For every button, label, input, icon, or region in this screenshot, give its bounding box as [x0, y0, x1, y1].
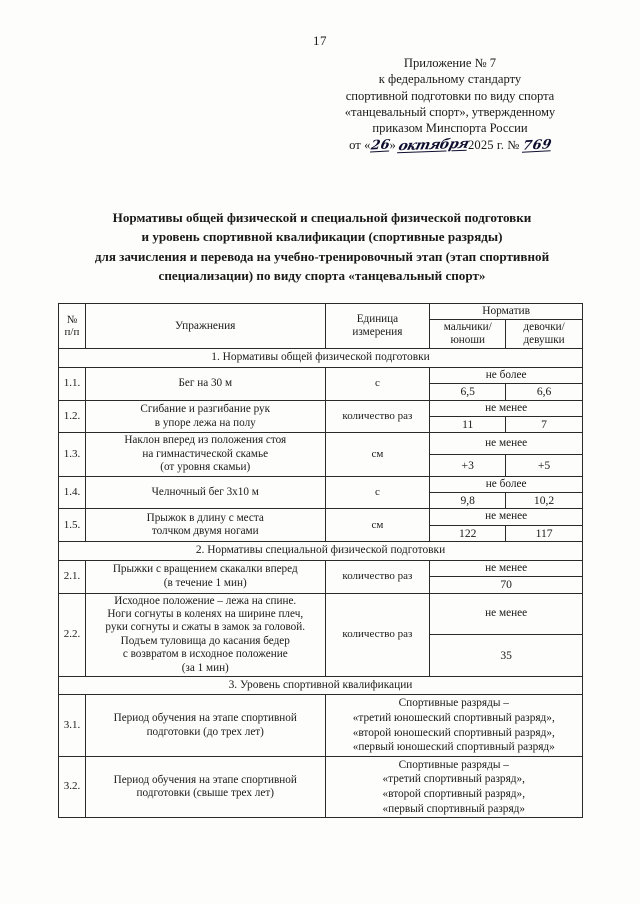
- row-limit: не менее: [430, 509, 583, 525]
- header-number-cell: [59, 304, 86, 349]
- row-value-girls: 6,6: [506, 384, 583, 400]
- row-exercise: [85, 756, 325, 817]
- table-row: [59, 400, 583, 416]
- page-number: 17: [313, 33, 327, 48]
- norms-table: [58, 303, 583, 818]
- row-exercise: [85, 433, 325, 476]
- header-boys-cell: [430, 320, 506, 349]
- appendix-line-3: спортивной подготовки по виду спорта: [345, 88, 555, 103]
- exercise-line: руки согнуты и сжаты в замок за головой.: [105, 621, 306, 634]
- row-value-girls: 10,2: [506, 493, 583, 509]
- header-exercise-cell: Упражнения: [85, 304, 325, 349]
- header-unit-line-2: измерения: [352, 326, 403, 339]
- table-row: [59, 756, 583, 817]
- order-prefix: от «: [349, 138, 371, 153]
- rank-line: «третий юношеский спортивный разряд»,: [352, 711, 555, 724]
- row-value-boys: +3: [430, 455, 506, 477]
- row-unit: см: [325, 433, 430, 476]
- row-exercise: [85, 593, 325, 676]
- header-norm-cell: Норматив: [430, 304, 583, 320]
- exercise-line: (от уровня скамьи): [160, 461, 251, 474]
- exercise-line: Период обучения на этапе спортивной: [113, 773, 297, 786]
- table-row: [59, 476, 583, 492]
- row-exercise: [85, 509, 325, 542]
- row-limit: не более: [430, 367, 583, 383]
- row-number: 1.4.: [59, 476, 86, 509]
- exercise-line: подготовки (до трех лет): [146, 725, 264, 738]
- row-exercise: [85, 400, 325, 433]
- exercise-line: в упоре лежа на полу: [154, 416, 256, 429]
- row-limit: не менее: [430, 560, 583, 576]
- table-header-row: [59, 304, 583, 320]
- row-unit: количество раз: [325, 593, 430, 676]
- exercise-line: Прыжок в длину с места: [146, 511, 264, 524]
- row-value-boys: 9,8: [430, 493, 506, 509]
- header-unit-line-1: Единица: [356, 313, 399, 326]
- section-title-qualification: 3. Уровень спортивной квалификации: [59, 676, 583, 694]
- rank-line: Спортивные разряды –: [398, 758, 509, 771]
- table-row: [59, 695, 583, 756]
- row-limit: не менее: [430, 593, 583, 635]
- rank-line: «второй спортивный разряд»,: [382, 787, 526, 800]
- order-day-handwritten: 26: [369, 138, 391, 154]
- row-limit: не менее: [430, 433, 583, 455]
- table-body: [59, 349, 583, 818]
- exercise-line: Ноги согнуты в коленях на ширине плеч,: [107, 607, 304, 620]
- section-row-qualification: [59, 676, 583, 694]
- row-value-boys: 11: [430, 417, 506, 433]
- row-unit: количество раз: [325, 400, 430, 433]
- row-value-combined: 70: [430, 577, 583, 593]
- header-boys-line-2: юноши: [450, 334, 485, 347]
- row-number: 1.5.: [59, 509, 86, 542]
- row-limit: не более: [430, 476, 583, 492]
- order-number-handwritten: 769: [521, 137, 553, 155]
- row-sport-ranks: [325, 695, 582, 756]
- table-row: [59, 509, 583, 525]
- order-year: 2025 г. №: [468, 138, 520, 153]
- exercise-line: Прыжки с вращением скакалки вперед: [112, 563, 298, 576]
- title-line-1: Нормативы общей физической и специальной физической подготовки: [112, 210, 532, 225]
- exercise-line: на гимнастической скамье: [142, 447, 269, 460]
- table-row: [59, 560, 583, 576]
- row-number: 3.1.: [59, 695, 86, 756]
- row-sport-ranks: [325, 756, 582, 817]
- row-value-boys: 122: [430, 525, 506, 541]
- exercise-line: (за 1 мин): [181, 661, 229, 674]
- exercise-line: Сгибание и разгибание рук: [140, 403, 271, 416]
- table-row: [59, 433, 583, 455]
- header-girls-cell: [506, 320, 583, 349]
- header-number-line-1: №: [66, 313, 78, 326]
- row-exercise: [85, 560, 325, 593]
- appendix-line-5: приказом Минспорта России: [372, 121, 528, 136]
- order-month-handwritten: октября: [396, 136, 471, 155]
- row-unit: см: [325, 509, 430, 542]
- row-number: 2.1.: [59, 560, 86, 593]
- appendix-line-2: к федеральному стандарту: [378, 72, 522, 87]
- rank-line: Спортивные разряды –: [398, 697, 509, 710]
- exercise-line: с возвратом в исходное положение: [122, 648, 288, 661]
- exercise-line: Период обучения на этапе спортивной: [113, 712, 297, 725]
- row-unit: с: [325, 367, 430, 400]
- row-number: 1.3.: [59, 433, 86, 476]
- exercise-line: Подъем туловища до касания бедер: [120, 634, 290, 647]
- row-exercise: [85, 476, 325, 509]
- appendix-line-1: Приложение № 7: [403, 56, 497, 70]
- row-unit: количество раз: [325, 560, 430, 593]
- row-value-girls: +5: [506, 455, 583, 477]
- exercise-line: Челночный бег 3х10 м: [151, 485, 259, 498]
- section-title-special: 2. Нормативы специальной физической подготовки: [59, 542, 583, 560]
- title-line-3: для зачисления и перевода на учебно-тренировочный этап (этап спортивной: [94, 248, 550, 264]
- header-girls-line-1: девочки/: [523, 321, 565, 334]
- header-unit-cell: [325, 304, 430, 349]
- exercise-line: (в течение 1 мин): [163, 576, 247, 589]
- exercise-line: Исходное положение – лежа на спине.: [114, 594, 297, 607]
- appendix-line-4: «танцевальный спорт», утвержденному: [344, 104, 556, 119]
- order-quote-close: »: [389, 138, 396, 153]
- header-number-line-2: п/п: [64, 326, 80, 339]
- title-line-2: и уровень спортивной квалификации (спортивные разряды): [141, 229, 503, 245]
- row-number: 2.2.: [59, 593, 86, 676]
- section-title-general: 1. Нормативы общей физической подготовки: [59, 349, 583, 367]
- row-exercise: [85, 367, 325, 400]
- row-value-boys: 6,5: [430, 384, 506, 400]
- row-value-girls: 117: [506, 525, 583, 541]
- row-number: 3.2.: [59, 756, 86, 817]
- section-row-general: [59, 349, 583, 367]
- row-value-combined: 35: [430, 635, 583, 677]
- row-limit: не менее: [430, 400, 583, 416]
- rank-line: «второй юношеский спортивный разряд»,: [352, 726, 555, 739]
- exercise-line: подготовки (свыше трех лет): [136, 786, 274, 799]
- header-girls-line-2: девушки: [523, 334, 565, 347]
- rank-line: «первый спортивный разряд»: [382, 802, 526, 815]
- row-exercise: [85, 695, 325, 756]
- row-unit: с: [325, 476, 430, 509]
- order-date-line: [349, 137, 551, 154]
- row-number: 1.1.: [59, 367, 86, 400]
- row-number: 1.2.: [59, 400, 86, 433]
- exercise-line: Бег на 30 м: [178, 377, 233, 390]
- rank-line: «первый юношеский спортивный разряд»: [352, 741, 555, 754]
- appendix-reference-block: [300, 55, 600, 155]
- table-row: [59, 593, 583, 635]
- exercise-line: толчком двумя ногами: [151, 525, 259, 538]
- exercise-line: Наклон вперед из положения стоя: [124, 434, 287, 447]
- section-row-special: [59, 542, 583, 560]
- title-line-4: специализации) по виду спорта «танцевальный спорт»: [158, 268, 486, 284]
- table-row: [59, 367, 583, 383]
- header-boys-line-1: мальчики/: [443, 321, 492, 334]
- document-title: [52, 208, 592, 286]
- row-value-girls: 7: [506, 417, 583, 433]
- rank-line: «третий спортивный разряд»,: [382, 773, 525, 786]
